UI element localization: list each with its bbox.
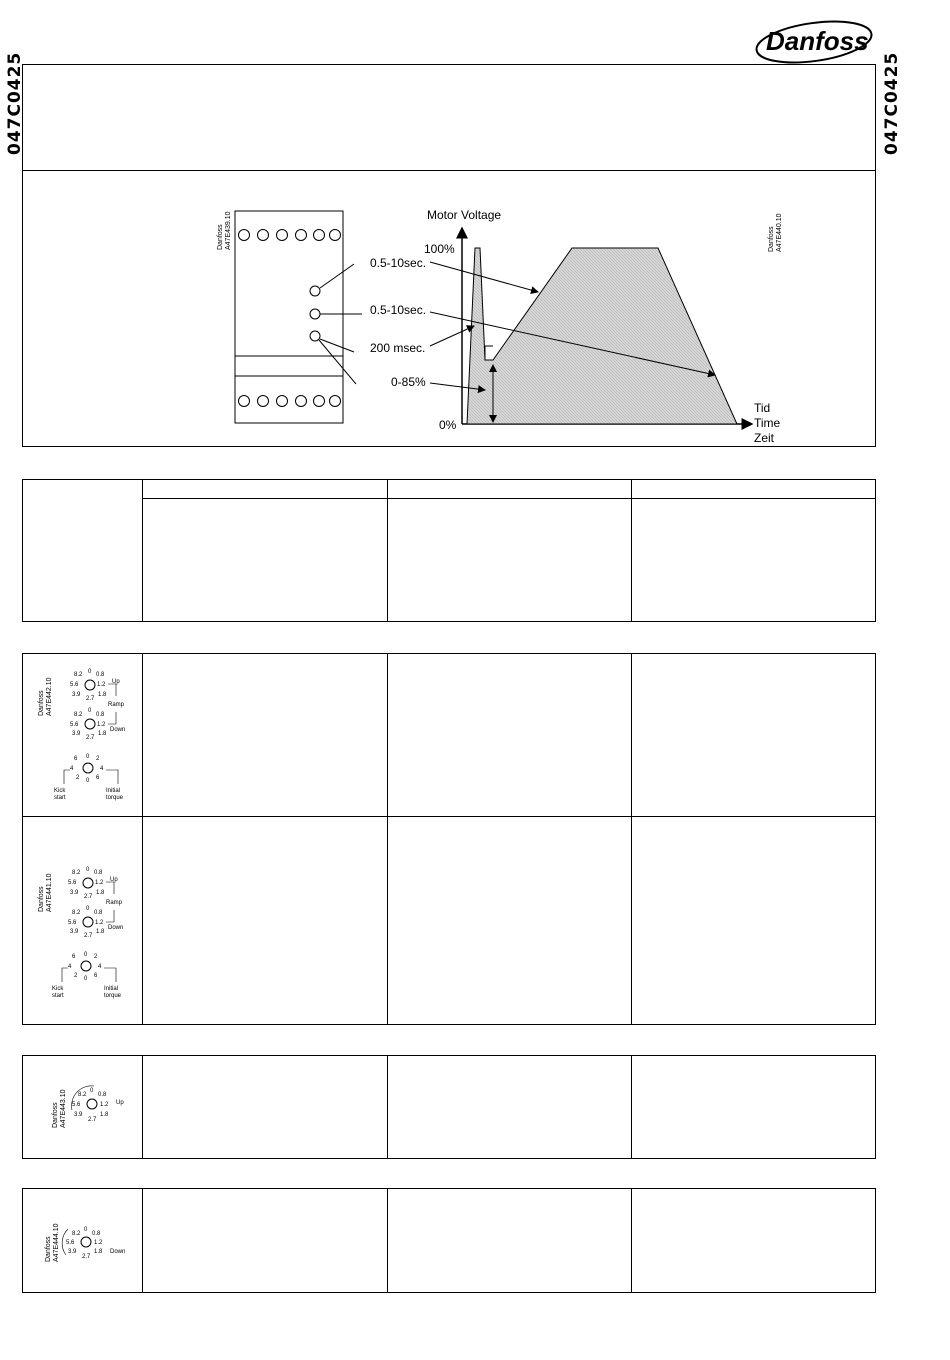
- svg-text:2.7: 2.7: [88, 1117, 97, 1123]
- svg-text:Initial: Initial: [106, 788, 121, 794]
- svg-text:8.2: 8.2: [74, 712, 83, 718]
- svg-text:0.8: 0.8: [96, 672, 105, 678]
- svg-text:1.8: 1.8: [100, 1112, 109, 1118]
- svg-text:1.2: 1.2: [100, 1102, 109, 1108]
- svg-text:5.6: 5.6: [70, 682, 79, 688]
- kick-torque-dial-2: [52, 952, 122, 999]
- danfoss-logo: [752, 18, 882, 66]
- device-ref: Danfoss A47E439.10: [217, 211, 232, 250]
- svg-text:4: 4: [70, 766, 74, 772]
- svg-text:2: 2: [74, 973, 78, 979]
- svg-text:start: start: [54, 795, 66, 801]
- svg-text:Down: Down: [108, 925, 124, 931]
- svg-text:5.6: 5.6: [70, 722, 79, 728]
- table-1: [22, 479, 876, 622]
- svg-text:6: 6: [94, 973, 98, 979]
- dial-set-1: [52, 666, 132, 804]
- dial-ref-1: Danfoss A47E442.10: [38, 677, 53, 716]
- svg-text:Down: Down: [110, 1249, 126, 1255]
- svg-text:1.8: 1.8: [98, 692, 107, 698]
- svg-text:Kick: Kick: [54, 788, 66, 794]
- svg-text:Up: Up: [110, 877, 118, 883]
- x-label-zeit: Zeit: [754, 431, 775, 445]
- svg-text:Down: Down: [110, 727, 126, 733]
- svg-text:Up: Up: [116, 1100, 124, 1106]
- svg-text:3.9: 3.9: [70, 890, 79, 896]
- table-3: [22, 1055, 876, 1159]
- svg-text:0: 0: [86, 778, 90, 784]
- annotation-ramp-down: 0.5-10sec.: [370, 303, 427, 317]
- svg-text:4: 4: [68, 964, 72, 970]
- svg-text:5.6: 5.6: [66, 1240, 75, 1246]
- svg-text:5.6: 5.6: [68, 880, 77, 886]
- dial-set-2: [50, 864, 130, 1002]
- svg-text:5.6: 5.6: [72, 1102, 81, 1108]
- svg-text:0: 0: [90, 1088, 94, 1094]
- table-2: [22, 653, 876, 1025]
- kick-torque-dial: [54, 754, 124, 801]
- svg-text:5.6: 5.6: [68, 920, 77, 926]
- svg-text:4: 4: [98, 964, 102, 970]
- ramp-up-dial-2: [68, 867, 123, 906]
- svg-text:2.7: 2.7: [86, 696, 95, 702]
- svg-text:1.8: 1.8: [96, 929, 105, 935]
- x-label-tid: Tid: [754, 401, 771, 415]
- chart-ref: Danfoss A47E440.10: [768, 213, 783, 252]
- svg-text:8.2: 8.2: [72, 870, 81, 876]
- svg-text:3.9: 3.9: [74, 1112, 83, 1118]
- svg-text:0.8: 0.8: [96, 712, 105, 718]
- voltage-chart: [360, 200, 790, 446]
- svg-text:start: start: [52, 993, 64, 999]
- svg-text:8.2: 8.2: [72, 1231, 81, 1237]
- side-code-right: 047C0425: [882, 51, 902, 155]
- svg-text:8.2: 8.2: [78, 1092, 87, 1098]
- ramp-down-dial: [70, 708, 125, 741]
- svg-text:1.2: 1.2: [95, 920, 104, 926]
- y-100-label: 100%: [424, 242, 455, 256]
- svg-text:torque: torque: [106, 795, 124, 801]
- svg-text:Ramp: Ramp: [108, 702, 125, 708]
- svg-text:2.7: 2.7: [84, 894, 93, 900]
- svg-text:1.8: 1.8: [94, 1249, 103, 1255]
- table-4: [22, 1188, 876, 1293]
- svg-text:0.8: 0.8: [94, 910, 103, 916]
- svg-text:0: 0: [84, 1227, 88, 1233]
- dial-set-3: [66, 1084, 136, 1129]
- header-box: [22, 64, 876, 171]
- svg-text:3.9: 3.9: [68, 1249, 77, 1255]
- svg-text:4: 4: [100, 766, 104, 772]
- svg-text:1.8: 1.8: [98, 731, 107, 737]
- svg-text:0: 0: [86, 906, 90, 912]
- svg-text:2.7: 2.7: [82, 1254, 91, 1260]
- device-illustration: [230, 208, 380, 428]
- svg-text:1.2: 1.2: [97, 682, 106, 688]
- y-0-label: 0%: [439, 418, 457, 432]
- svg-text:Initial: Initial: [104, 986, 119, 992]
- svg-text:8.2: 8.2: [72, 910, 81, 916]
- dial-ref-4: Danfoss A47E444.10: [45, 1223, 60, 1262]
- svg-text:0: 0: [88, 669, 92, 675]
- svg-text:Ramp: Ramp: [106, 900, 123, 906]
- annotation-kick: 200 msec.: [370, 341, 426, 355]
- svg-text:torque: torque: [104, 993, 122, 999]
- svg-text:Kick: Kick: [52, 986, 64, 992]
- svg-text:6: 6: [72, 954, 76, 960]
- svg-text:1.2: 1.2: [97, 722, 106, 728]
- svg-text:6: 6: [74, 756, 78, 762]
- svg-text:3.9: 3.9: [72, 692, 81, 698]
- svg-text:1.2: 1.2: [94, 1240, 103, 1246]
- svg-text:1.2: 1.2: [95, 880, 104, 886]
- ramp-down-dial-2: [68, 906, 123, 939]
- annotation-ramp-up: 0.5-10sec.: [370, 256, 427, 270]
- svg-text:1.8: 1.8: [96, 890, 105, 896]
- svg-text:2.7: 2.7: [84, 933, 93, 939]
- svg-text:Up: Up: [112, 679, 120, 685]
- svg-text:3.9: 3.9: [72, 731, 81, 737]
- x-label-time: Time: [754, 416, 781, 430]
- svg-text:0: 0: [84, 976, 88, 982]
- dial-set-4: [60, 1225, 130, 1263]
- svg-text:2: 2: [96, 756, 100, 762]
- dial-ref-3: Danfoss A47E443.10: [52, 1089, 67, 1128]
- side-code-left: 047C0425: [5, 51, 25, 155]
- svg-text:3.9: 3.9: [70, 929, 79, 935]
- svg-text:8.2: 8.2: [74, 672, 83, 678]
- svg-text:0: 0: [86, 867, 90, 873]
- svg-text:0.8: 0.8: [98, 1092, 107, 1098]
- logo-text: Danfoss: [766, 26, 869, 56]
- ramp-up-dial: [70, 669, 125, 708]
- annotation-initial-torque: 0-85%: [391, 375, 426, 389]
- svg-text:0: 0: [88, 708, 92, 714]
- chart-y-title: Motor Voltage: [427, 208, 502, 222]
- svg-text:6: 6: [96, 775, 100, 781]
- voltage-profile: [467, 248, 737, 424]
- svg-text:0: 0: [86, 754, 90, 760]
- svg-text:0.8: 0.8: [94, 870, 103, 876]
- svg-text:0.8: 0.8: [92, 1231, 101, 1237]
- svg-text:2: 2: [76, 775, 80, 781]
- dial-ref-2: Danfoss A47E441.10: [38, 873, 53, 912]
- svg-text:2.7: 2.7: [86, 735, 95, 741]
- svg-text:0: 0: [84, 952, 88, 958]
- svg-text:2: 2: [94, 954, 98, 960]
